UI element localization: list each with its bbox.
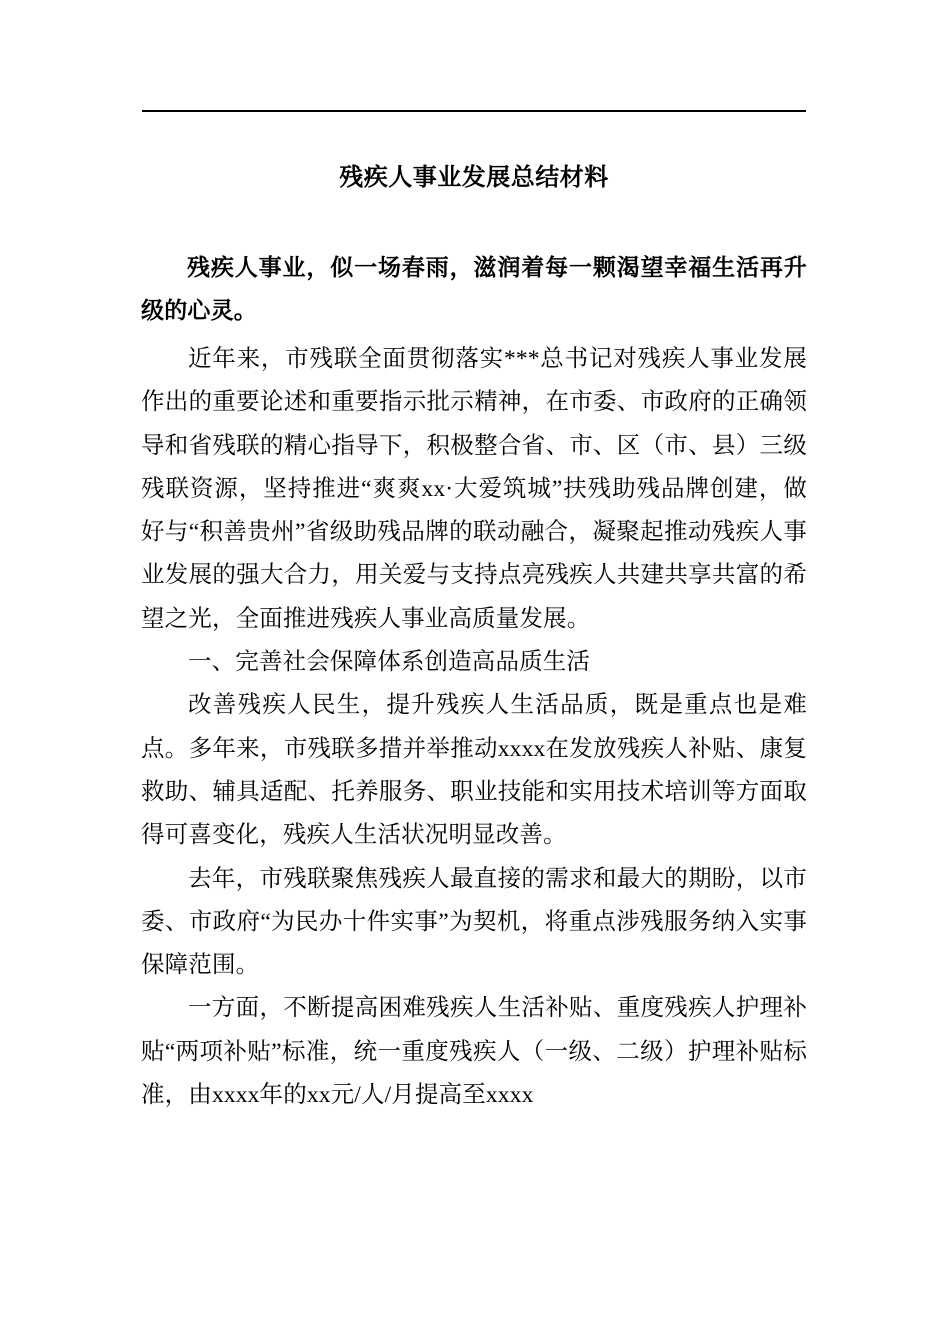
document-content [141, 140, 807, 1117]
page-title: 残疾人事业发展总结材料 [339, 164, 609, 191]
section-heading-1: 一、完善社会保障体系创造高品质生活 [188, 649, 591, 676]
paragraph-intro: 近年来，市残联全面贯彻落实***总书记对残疾人事业发展作出的重要论述和重要指示批示精神，在市委、市政府的正确领导和省残联的精心指导下，积极整合省、市、区（市、县）三级残联资源，坚持推进“爽爽xx·大爱筑城”扶残助残品牌创建，做好与“积善贵州”省级助残品牌的联动融合，凝聚起推动残疾人事业发展的强大合力，用关爱与支持点亮残疾人共建共享共富的希望之光，全面推进残疾人事业高质量发展。 [141, 346, 807, 632]
header-rule [142, 110, 806, 112]
paragraph-1-2: 去年，市残联聚焦残疾人最直接的需求和最大的期盼，以市委、市政府“为民办十件实事”为契机，将重点涉残服务纳入实事保障范围。 [141, 865, 807, 979]
paragraph-1-1: 改善残疾人民生，提升残疾人生活品质，既是重点也是难点。多年来，市残联多措并举推动xxxx在发放残疾人补贴、康复救助、辅具适配、托养服务、职业技能和实用技术培训等方面取得可喜变化，残疾人生活状况明显改善。 [141, 692, 807, 849]
paragraph-1-3: 一方面，不断提高困难残疾人生活补贴、重度残疾人护理补贴“两项补贴”标准，统一重度残疾人（一级、二级）护理补贴标准，由xxxx年的xx元/人/月提高至xxxx [141, 995, 807, 1109]
lead-paragraph: 残疾人事业，似一场春雨，滋润着每一颗渴望幸福生活再升级的心灵。 [141, 254, 807, 323]
